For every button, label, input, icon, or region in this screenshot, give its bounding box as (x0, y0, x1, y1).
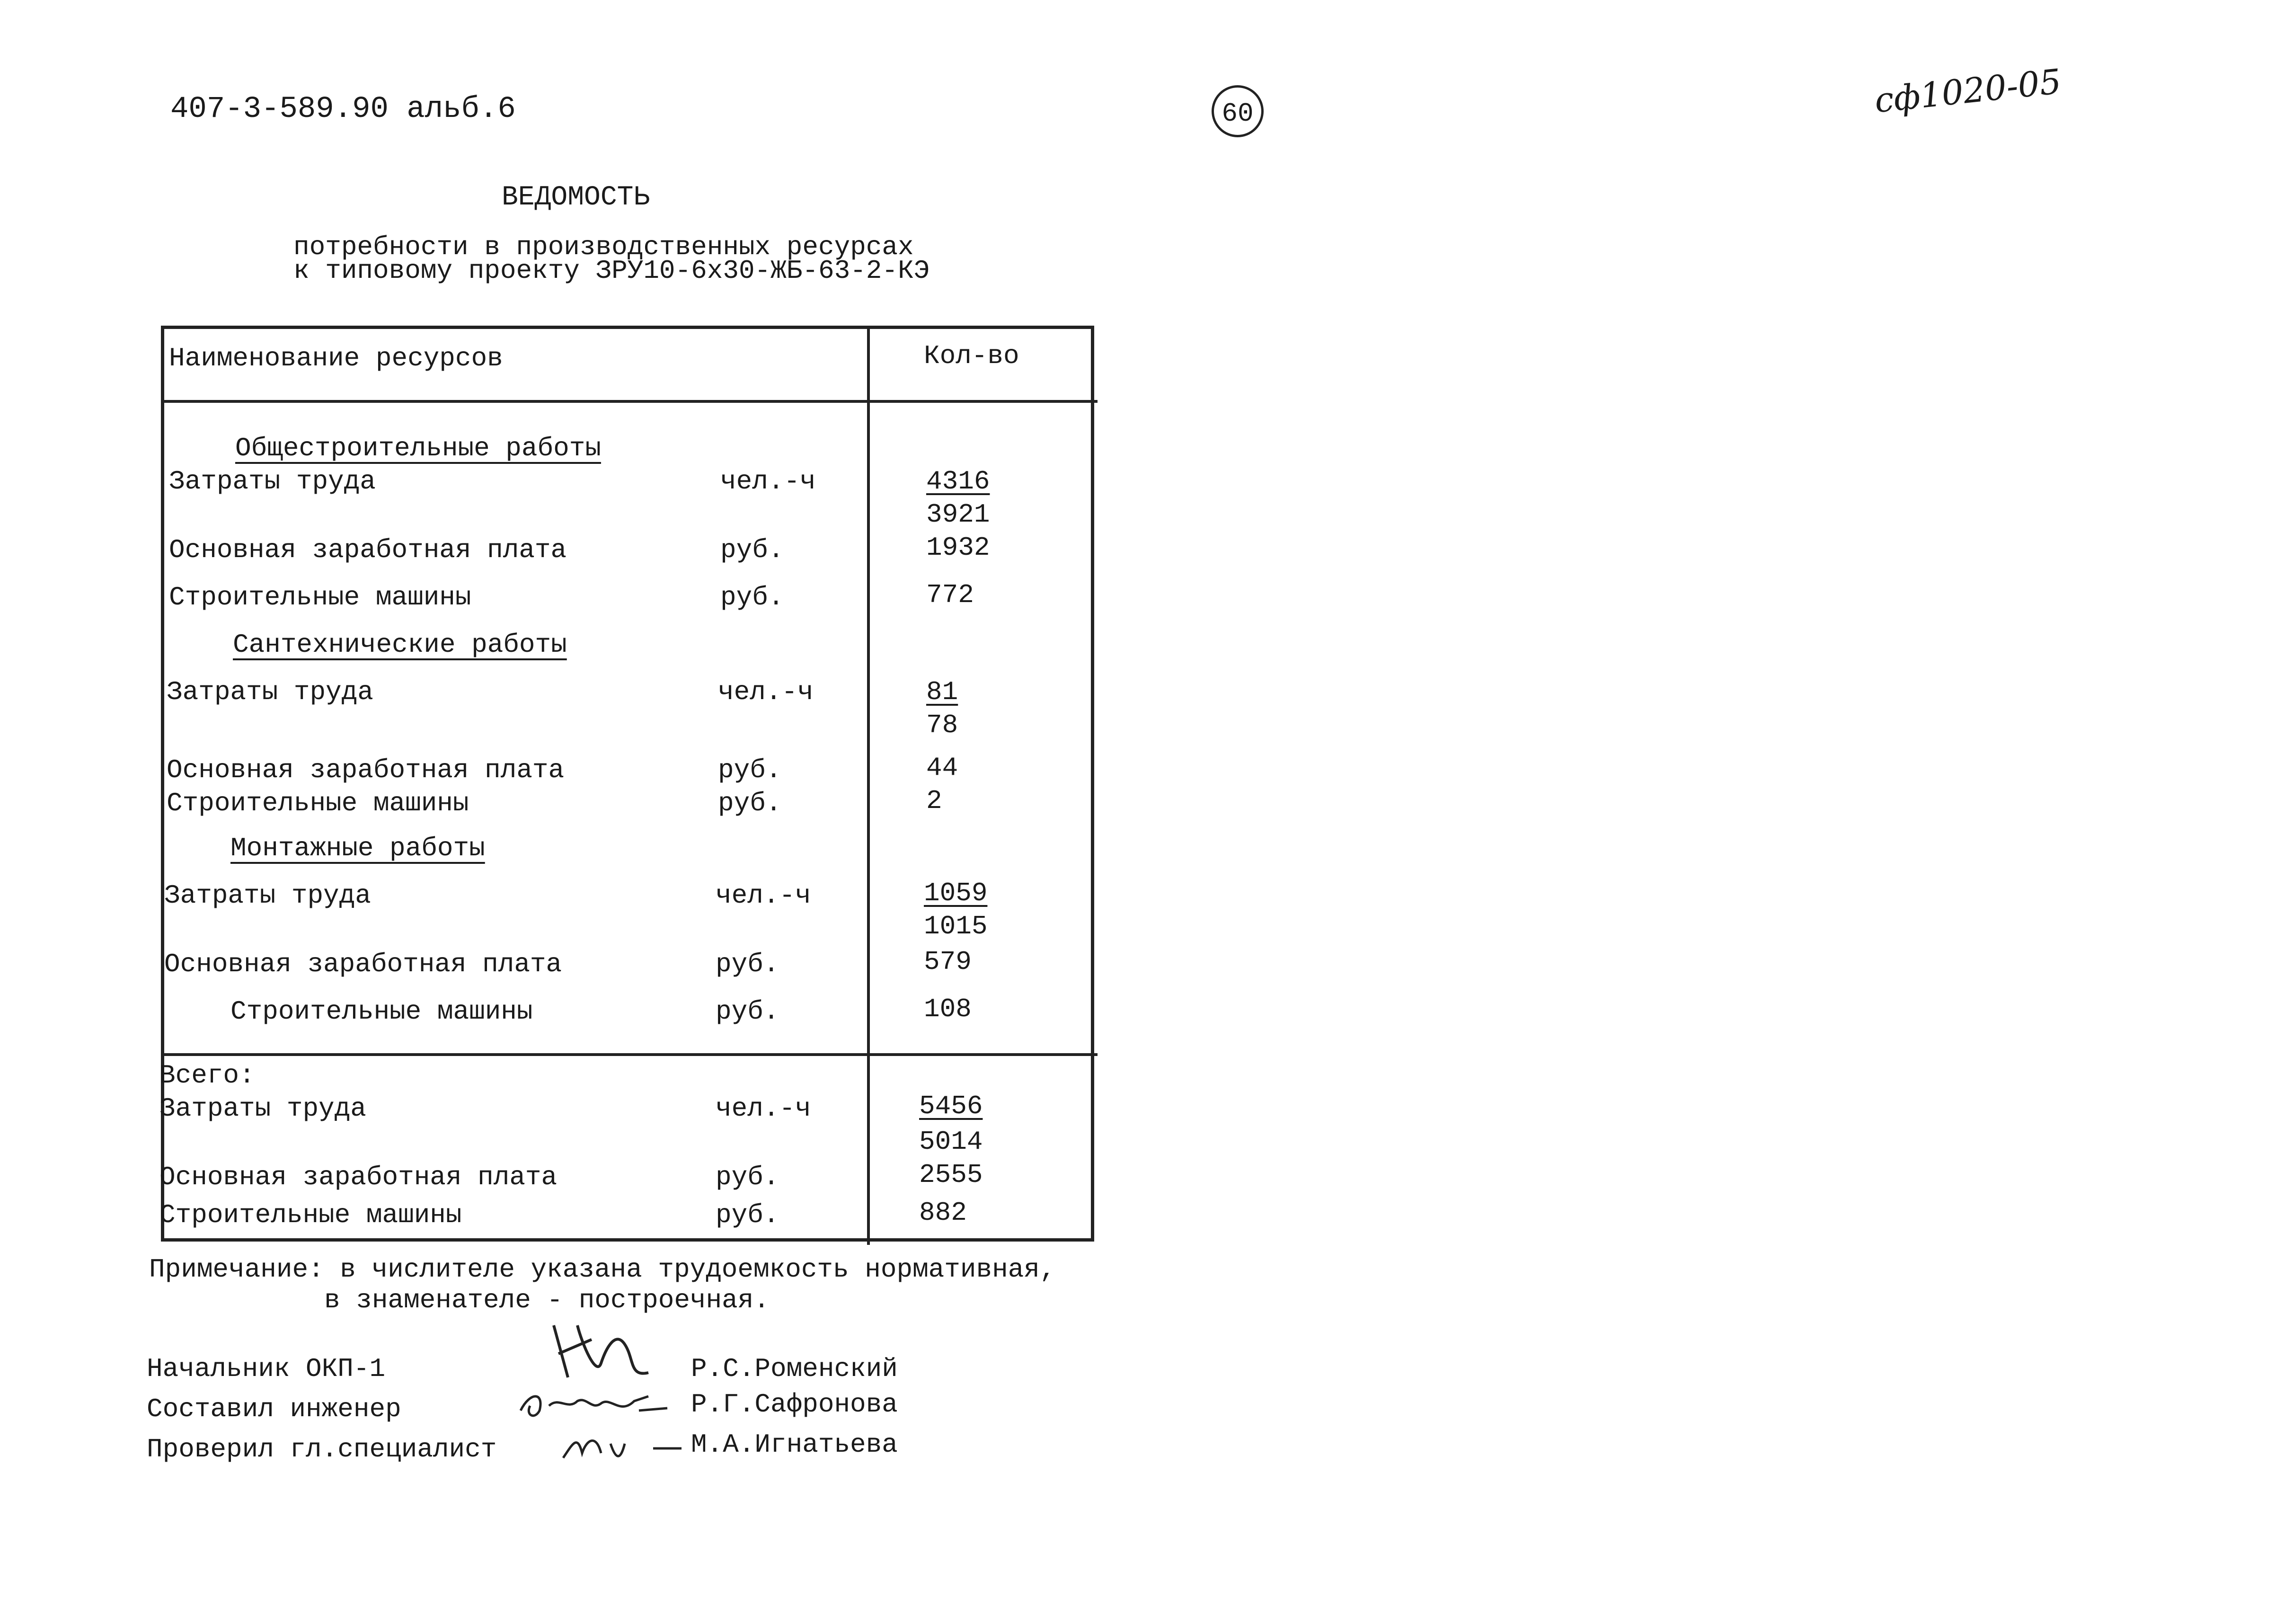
note-line2: в знаменателе - построечная. (324, 1285, 770, 1315)
row-unit: чел.-ч (716, 1093, 811, 1124)
row-name: Строительные машины (167, 788, 469, 818)
row-value: 1932 (926, 532, 990, 563)
row-unit: чел.-ч (720, 466, 816, 497)
row-denominator: 78 (926, 710, 958, 740)
row-name: Затраты труда (167, 677, 373, 707)
row-unit: чел.-ч (718, 677, 814, 707)
handwritten-signature-1 (540, 1316, 672, 1392)
row-name: Строительные машины (159, 1200, 462, 1230)
section-title: Монтажные работы (230, 833, 485, 863)
handwritten-signature-3 (558, 1425, 700, 1467)
total-label: Всего: (159, 1060, 255, 1091)
row-unit: руб. (716, 1200, 779, 1230)
table-header-divider (164, 400, 1098, 403)
row-denominator: 1015 (924, 911, 988, 941)
signature-role: Проверил гл.специалист (147, 1434, 497, 1464)
row-name: Строительные машины (169, 582, 471, 612)
row-name: Затраты труда (164, 880, 371, 911)
row-name: Основная заработная плата (167, 755, 565, 785)
row-unit: чел.-ч (716, 880, 811, 911)
document-subtitle-line2: к типовому проекту ЗРУ10-6х30-ЖБ-63-2-КЭ (293, 256, 930, 286)
row-unit: руб. (720, 535, 784, 565)
row-name: Основная заработная плата (159, 1162, 558, 1192)
document-title: ВЕДОМОСТЬ (502, 182, 650, 213)
column-header-qty: Кол-во (924, 341, 1019, 371)
row-denominator: 5014 (919, 1127, 983, 1157)
page-number: 60 (1212, 85, 1264, 137)
row-name: Затраты труда (159, 1093, 366, 1124)
row-numerator: 4316 (926, 466, 990, 497)
row-numerator: 81 (926, 677, 958, 707)
row-name: Основная заработная плата (169, 535, 567, 565)
signature-name: Р.Г.Сафронова (691, 1389, 898, 1420)
row-unit: руб. (716, 1162, 779, 1192)
row-value: 772 (926, 580, 974, 610)
document-subtitle-line1: потребности в производственных ресурсах (293, 232, 914, 262)
row-unit: руб. (718, 755, 782, 785)
note-line1: Примечание: в числителе указана трудоемкость нормативная, (149, 1254, 1056, 1285)
archive-code: сф1020-05 (1872, 61, 2063, 121)
table-total-divider (164, 1053, 1098, 1056)
document-code: 407-3-589.90 альб.6 (170, 92, 516, 126)
row-denominator: 3921 (926, 499, 990, 530)
column-header-name: Наименование ресурсов (169, 343, 503, 373)
table-column-divider (867, 329, 870, 1245)
signature-role: Начальник ОКП-1 (147, 1354, 386, 1384)
section-title: Сантехнические работы (233, 630, 567, 660)
row-value: 2555 (919, 1160, 983, 1190)
row-value: 882 (919, 1198, 967, 1228)
signature-name: Р.С.Роменский (691, 1354, 898, 1384)
row-unit: руб. (716, 949, 779, 979)
row-value: 44 (926, 753, 958, 783)
row-value: 579 (924, 947, 972, 977)
row-numerator: 5456 (919, 1091, 983, 1121)
row-unit: руб. (720, 582, 784, 612)
row-name: Основная заработная плата (164, 949, 562, 979)
resources-table (161, 326, 1094, 1242)
handwritten-signature-2 (516, 1382, 686, 1425)
row-name: Затраты труда (169, 466, 376, 497)
row-value: 2 (926, 786, 942, 816)
row-value: 108 (924, 994, 972, 1024)
row-numerator: 1059 (924, 878, 988, 908)
signature-name: М.А.Игнатьева (691, 1429, 898, 1460)
section-title: Общестроительные работы (235, 433, 601, 463)
signature-role: Составил инженер (147, 1394, 401, 1424)
row-unit: руб. (716, 996, 779, 1027)
row-unit: руб. (718, 788, 782, 818)
row-name: Строительные машины (230, 996, 533, 1027)
